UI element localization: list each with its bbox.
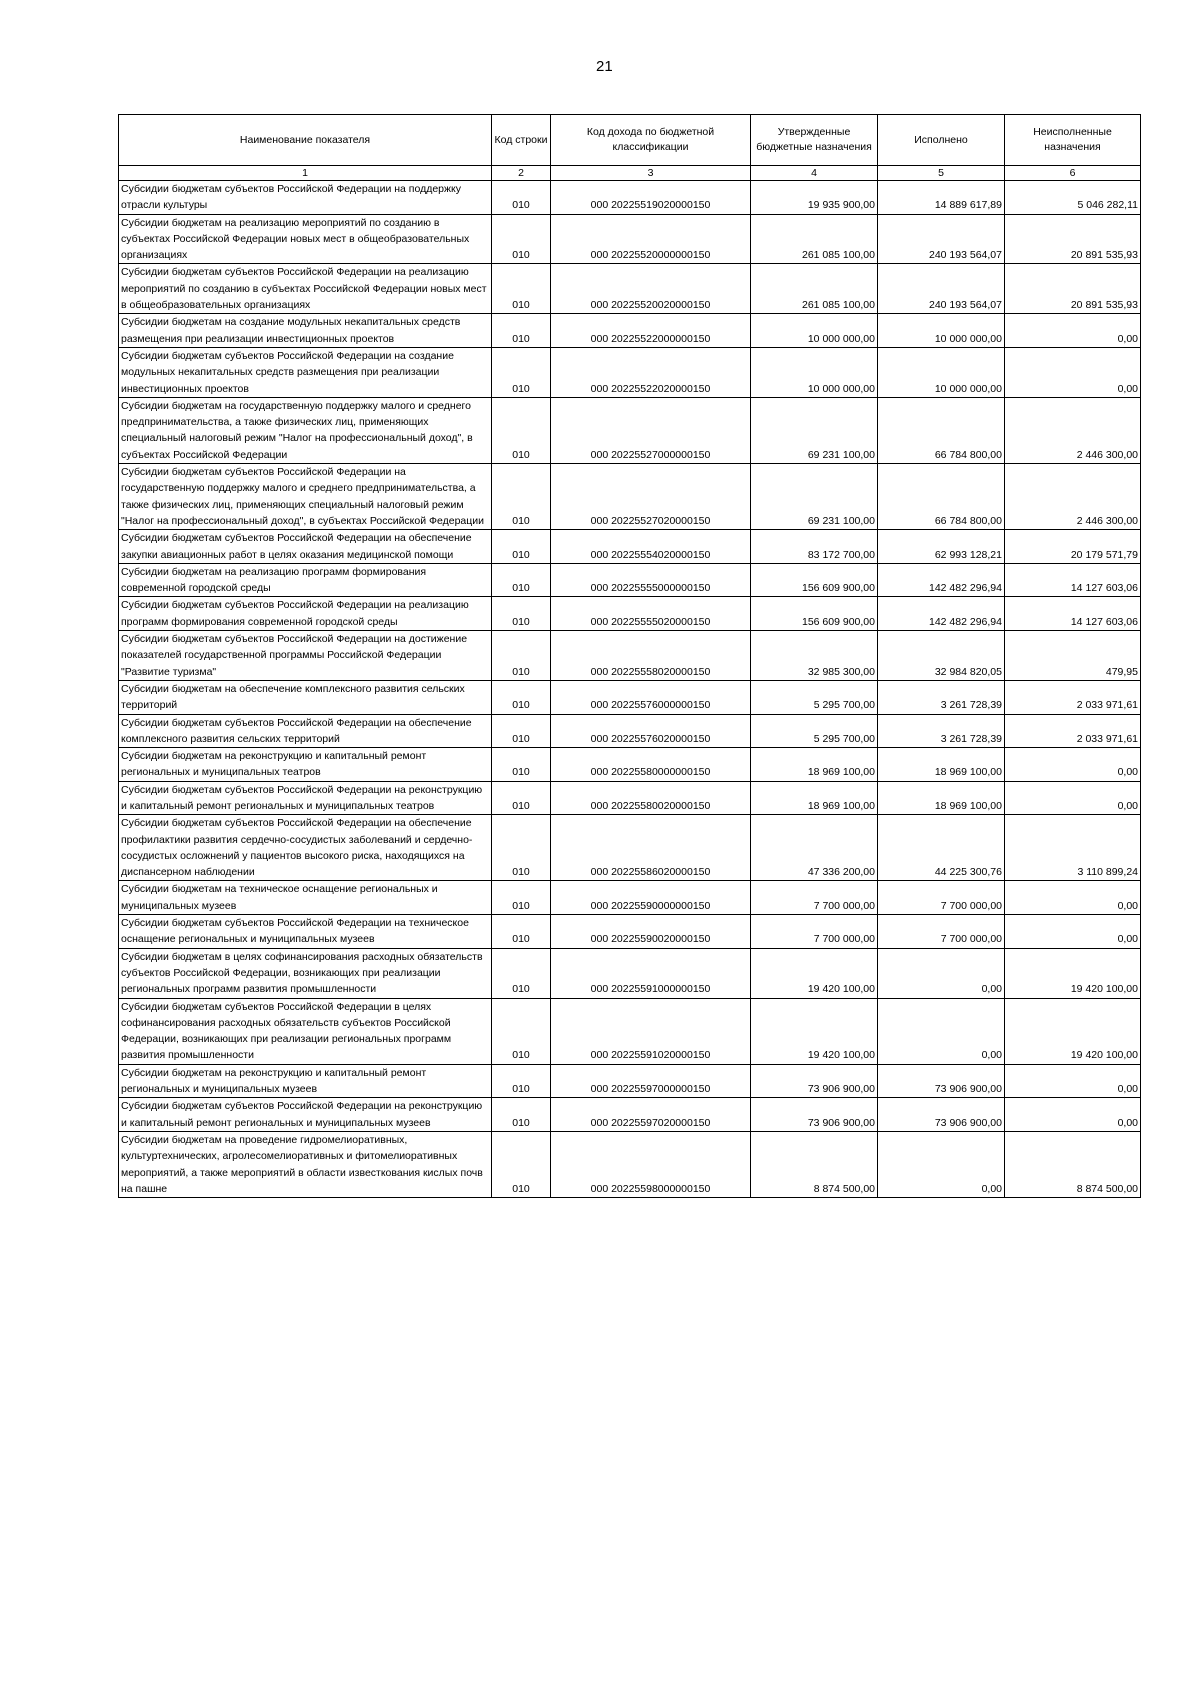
- column-number: 4: [751, 166, 878, 181]
- row-name: Субсидии бюджетам на реконструкцию и капитальный ремонт региональных и муниципальных театров: [119, 748, 492, 782]
- table-row: [119, 915, 1141, 949]
- row-approved: 19 420 100,00: [751, 998, 878, 1064]
- row-income-code: 000 20225597000000150: [551, 1064, 751, 1098]
- row-name: Субсидии бюджетам субъектов Российской Федерации на реализацию программ формирования современной городской среды: [119, 597, 492, 631]
- row-line-code: 010: [492, 397, 551, 463]
- row-line-code: 010: [492, 314, 551, 348]
- row-income-code: 000 20225590020000150: [551, 915, 751, 949]
- row-name: Субсидии бюджетам в целях софинансирования расходных обязательств субъектов Российской Федерации, возникающих при реализации региональных программ развития промышленности: [119, 948, 492, 998]
- header-row: [119, 115, 1141, 166]
- row-unexecuted: 0,00: [1005, 915, 1141, 949]
- header-income-code: Код дохода по бюджетной классификации: [551, 115, 751, 166]
- row-income-code: 000 20225555000000150: [551, 563, 751, 597]
- row-line-code: 010: [492, 998, 551, 1064]
- row-income-code: 000 20225522000000150: [551, 314, 751, 348]
- row-executed: 18 969 100,00: [878, 781, 1005, 815]
- row-approved: 47 336 200,00: [751, 815, 878, 881]
- row-approved: 73 906 900,00: [751, 1098, 878, 1132]
- row-income-code: 000 20225580020000150: [551, 781, 751, 815]
- column-number: 3: [551, 166, 751, 181]
- row-line-code: 010: [492, 631, 551, 681]
- table-row: [119, 781, 1141, 815]
- header-unexecuted: Неисполненные назначения: [1005, 115, 1141, 166]
- row-unexecuted: 14 127 603,06: [1005, 597, 1141, 631]
- row-executed: 10 000 000,00: [878, 314, 1005, 348]
- row-executed: 0,00: [878, 998, 1005, 1064]
- row-executed: 18 969 100,00: [878, 748, 1005, 782]
- row-executed: 7 700 000,00: [878, 915, 1005, 949]
- row-approved: 18 969 100,00: [751, 781, 878, 815]
- header-name: Наименование показателя: [119, 115, 492, 166]
- row-unexecuted: 19 420 100,00: [1005, 948, 1141, 998]
- row-name: Субсидии бюджетам субъектов Российской Федерации на техническое оснащение региональных и муниципальных музеев: [119, 915, 492, 949]
- table-row: [119, 714, 1141, 748]
- row-line-code: 010: [492, 530, 551, 564]
- row-line-code: 010: [492, 714, 551, 748]
- row-unexecuted: 2 033 971,61: [1005, 714, 1141, 748]
- row-executed: 73 906 900,00: [878, 1098, 1005, 1132]
- row-line-code: 010: [492, 347, 551, 397]
- row-name: Субсидии бюджетам на реализацию мероприятий по созданию в субъектах Российской Федерации новых мест в общеобразовательных организациях: [119, 214, 492, 264]
- row-unexecuted: 0,00: [1005, 1064, 1141, 1098]
- table-row: [119, 563, 1141, 597]
- row-unexecuted: 2 446 300,00: [1005, 397, 1141, 463]
- column-number-row: [119, 166, 1141, 181]
- row-line-code: 010: [492, 680, 551, 714]
- row-approved: 5 295 700,00: [751, 714, 878, 748]
- row-name: Субсидии бюджетам на государственную поддержку малого и среднего предпринимательства, а также физических лиц, применяющих специальный налоговый режим "Налог на профессиональный доход", в субъектах Российской Федерации: [119, 397, 492, 463]
- row-approved: 32 985 300,00: [751, 631, 878, 681]
- row-approved: 10 000 000,00: [751, 314, 878, 348]
- table-row: [119, 264, 1141, 314]
- row-line-code: 010: [492, 464, 551, 530]
- row-line-code: 010: [492, 597, 551, 631]
- row-approved: 19 935 900,00: [751, 181, 878, 215]
- table-row: [119, 530, 1141, 564]
- row-executed: 62 993 128,21: [878, 530, 1005, 564]
- table-row: [119, 464, 1141, 530]
- row-income-code: 000 20225576020000150: [551, 714, 751, 748]
- row-unexecuted: 5 046 282,11: [1005, 181, 1141, 215]
- row-income-code: 000 20225576000000150: [551, 680, 751, 714]
- row-income-code: 000 20225520020000150: [551, 264, 751, 314]
- table-row: [119, 1131, 1141, 1197]
- row-line-code: 010: [492, 948, 551, 998]
- row-income-code: 000 20225598000000150: [551, 1131, 751, 1197]
- row-name: Субсидии бюджетам субъектов Российской Федерации на реконструкцию и капитальный ремонт региональных и муниципальных театров: [119, 781, 492, 815]
- row-income-code: 000 20225527020000150: [551, 464, 751, 530]
- table-row: [119, 998, 1141, 1064]
- row-income-code: 000 20225555020000150: [551, 597, 751, 631]
- row-unexecuted: 0,00: [1005, 347, 1141, 397]
- row-name: Субсидии бюджетам субъектов Российской Федерации на реализацию мероприятий по созданию в субъектах Российской Федерации новых мест в общеобразовательных организациях: [119, 264, 492, 314]
- row-unexecuted: 20 891 535,93: [1005, 264, 1141, 314]
- row-executed: 142 482 296,94: [878, 563, 1005, 597]
- table-row: [119, 597, 1141, 631]
- row-approved: 83 172 700,00: [751, 530, 878, 564]
- row-executed: 0,00: [878, 948, 1005, 998]
- table-row: [119, 748, 1141, 782]
- row-approved: 7 700 000,00: [751, 881, 878, 915]
- row-income-code: 000 20225597020000150: [551, 1098, 751, 1132]
- header-approved: Утвержденные бюджетные назначения: [751, 115, 878, 166]
- row-name: Субсидии бюджетам на реализацию программ формирования современной городской среды: [119, 563, 492, 597]
- row-line-code: 010: [492, 563, 551, 597]
- row-name: Субсидии бюджетам на проведение гидромелиоративных, культуртехнических, агролесомелиоративных и фитомелиоративных мероприятий, а также мероприятий в области известкования кислых почв на пашне: [119, 1131, 492, 1197]
- row-executed: 0,00: [878, 1131, 1005, 1197]
- row-executed: 66 784 800,00: [878, 464, 1005, 530]
- row-unexecuted: 479,95: [1005, 631, 1141, 681]
- row-executed: 3 261 728,39: [878, 714, 1005, 748]
- table-row: [119, 314, 1141, 348]
- row-unexecuted: 19 420 100,00: [1005, 998, 1141, 1064]
- row-income-code: 000 20225591000000150: [551, 948, 751, 998]
- row-line-code: 010: [492, 781, 551, 815]
- row-name: Субсидии бюджетам субъектов Российской Федерации на обеспечение комплексного развития сельских территорий: [119, 714, 492, 748]
- row-income-code: 000 20225558020000150: [551, 631, 751, 681]
- row-line-code: 010: [492, 181, 551, 215]
- row-name: Субсидии бюджетам субъектов Российской Федерации на обеспечение профилактики развития сердечно-сосудистых заболеваний и сердечно-сосудистых осложнений у пациентов высокого риска, находящихся на диспансерном наблюдении: [119, 815, 492, 881]
- table-row: [119, 631, 1141, 681]
- row-line-code: 010: [492, 1064, 551, 1098]
- row-name: Субсидии бюджетам на техническое оснащение региональных и муниципальных музеев: [119, 881, 492, 915]
- row-executed: 14 889 617,89: [878, 181, 1005, 215]
- row-approved: 19 420 100,00: [751, 948, 878, 998]
- row-unexecuted: 20 891 535,93: [1005, 214, 1141, 264]
- row-line-code: 010: [492, 815, 551, 881]
- row-approved: 10 000 000,00: [751, 347, 878, 397]
- row-line-code: 010: [492, 1131, 551, 1197]
- row-unexecuted: 2 033 971,61: [1005, 680, 1141, 714]
- budget-report-table: [118, 114, 1141, 1198]
- row-executed: 142 482 296,94: [878, 597, 1005, 631]
- row-income-code: 000 20225580000000150: [551, 748, 751, 782]
- row-line-code: 010: [492, 915, 551, 949]
- row-name: Субсидии бюджетам субъектов Российской Федерации на обеспечение закупки авиационных работ в целях оказания медицинской помощи: [119, 530, 492, 564]
- row-income-code: 000 20225519020000150: [551, 181, 751, 215]
- table-row: [119, 214, 1141, 264]
- row-income-code: 000 20225527000000150: [551, 397, 751, 463]
- row-income-code: 000 20225522020000150: [551, 347, 751, 397]
- table-row: [119, 948, 1141, 998]
- row-line-code: 010: [492, 214, 551, 264]
- header-executed: Исполнено: [878, 115, 1005, 166]
- row-name: Субсидии бюджетам субъектов Российской Федерации на поддержку отрасли культуры: [119, 181, 492, 215]
- row-line-code: 010: [492, 881, 551, 915]
- row-executed: 3 261 728,39: [878, 680, 1005, 714]
- table-row: [119, 815, 1141, 881]
- row-executed: 7 700 000,00: [878, 881, 1005, 915]
- row-name: Субсидии бюджетам на обеспечение комплексного развития сельских территорий: [119, 680, 492, 714]
- row-income-code: 000 20225520000000150: [551, 214, 751, 264]
- row-approved: 7 700 000,00: [751, 915, 878, 949]
- row-executed: 240 193 564,07: [878, 264, 1005, 314]
- row-executed: 44 225 300,76: [878, 815, 1005, 881]
- row-income-code: 000 20225586020000150: [551, 815, 751, 881]
- table-row: [119, 881, 1141, 915]
- row-executed: 10 000 000,00: [878, 347, 1005, 397]
- row-approved: 69 231 100,00: [751, 397, 878, 463]
- row-income-code: 000 20225590000000150: [551, 881, 751, 915]
- row-line-code: 010: [492, 264, 551, 314]
- row-unexecuted: 0,00: [1005, 314, 1141, 348]
- row-name: Субсидии бюджетам на реконструкцию и капитальный ремонт региональных и муниципальных музеев: [119, 1064, 492, 1098]
- row-approved: 261 085 100,00: [751, 214, 878, 264]
- column-number: 5: [878, 166, 1005, 181]
- page-number: 21: [596, 58, 613, 75]
- row-approved: 69 231 100,00: [751, 464, 878, 530]
- row-unexecuted: 20 179 571,79: [1005, 530, 1141, 564]
- row-unexecuted: 0,00: [1005, 781, 1141, 815]
- row-executed: 240 193 564,07: [878, 214, 1005, 264]
- table-row: [119, 1098, 1141, 1132]
- row-name: Субсидии бюджетам на создание модульных некапитальных средств размещения при реализации инвестиционных проектов: [119, 314, 492, 348]
- row-unexecuted: 2 446 300,00: [1005, 464, 1141, 530]
- row-approved: 5 295 700,00: [751, 680, 878, 714]
- row-approved: 73 906 900,00: [751, 1064, 878, 1098]
- row-approved: 18 969 100,00: [751, 748, 878, 782]
- row-line-code: 010: [492, 748, 551, 782]
- row-name: Субсидии бюджетам субъектов Российской Федерации на создание модульных некапитальных средств размещения при реализации инвестиционных проектов: [119, 347, 492, 397]
- row-unexecuted: 0,00: [1005, 881, 1141, 915]
- row-executed: 32 984 820,05: [878, 631, 1005, 681]
- row-name: Субсидии бюджетам субъектов Российской Федерации на достижение показателей государственной программы Российской Федерации "Развитие туризма": [119, 631, 492, 681]
- table-row: [119, 347, 1141, 397]
- row-approved: 261 085 100,00: [751, 264, 878, 314]
- header-line-code: Код строки: [492, 115, 551, 166]
- table-row: [119, 181, 1141, 215]
- row-approved: 156 609 900,00: [751, 563, 878, 597]
- row-unexecuted: 0,00: [1005, 748, 1141, 782]
- row-name: Субсидии бюджетам субъектов Российской Федерации в целях софинансирования расходных обязательств субъектов Российской Федерации, возникающих при реализации региональных программ развития промышленности: [119, 998, 492, 1064]
- row-approved: 156 609 900,00: [751, 597, 878, 631]
- row-unexecuted: 0,00: [1005, 1098, 1141, 1132]
- row-income-code: 000 20225591020000150: [551, 998, 751, 1064]
- row-line-code: 010: [492, 1098, 551, 1132]
- row-executed: 66 784 800,00: [878, 397, 1005, 463]
- row-unexecuted: 3 110 899,24: [1005, 815, 1141, 881]
- column-number: 1: [119, 166, 492, 181]
- row-name: Субсидии бюджетам субъектов Российской Федерации на государственную поддержку малого и среднего предпринимательства, а также физических лиц, применяющих специальный налоговый режим "Налог на профессиональный доход", в субъектах Российской Федерации: [119, 464, 492, 530]
- row-unexecuted: 14 127 603,06: [1005, 563, 1141, 597]
- row-approved: 8 874 500,00: [751, 1131, 878, 1197]
- column-number: 2: [492, 166, 551, 181]
- row-unexecuted: 8 874 500,00: [1005, 1131, 1141, 1197]
- table-body: [119, 181, 1141, 1198]
- table-row: [119, 397, 1141, 463]
- table-row: [119, 1064, 1141, 1098]
- table-row: [119, 680, 1141, 714]
- column-number: 6: [1005, 166, 1141, 181]
- row-income-code: 000 20225554020000150: [551, 530, 751, 564]
- row-name: Субсидии бюджетам субъектов Российской Федерации на реконструкцию и капитальный ремонт региональных и муниципальных музеев: [119, 1098, 492, 1132]
- row-executed: 73 906 900,00: [878, 1064, 1005, 1098]
